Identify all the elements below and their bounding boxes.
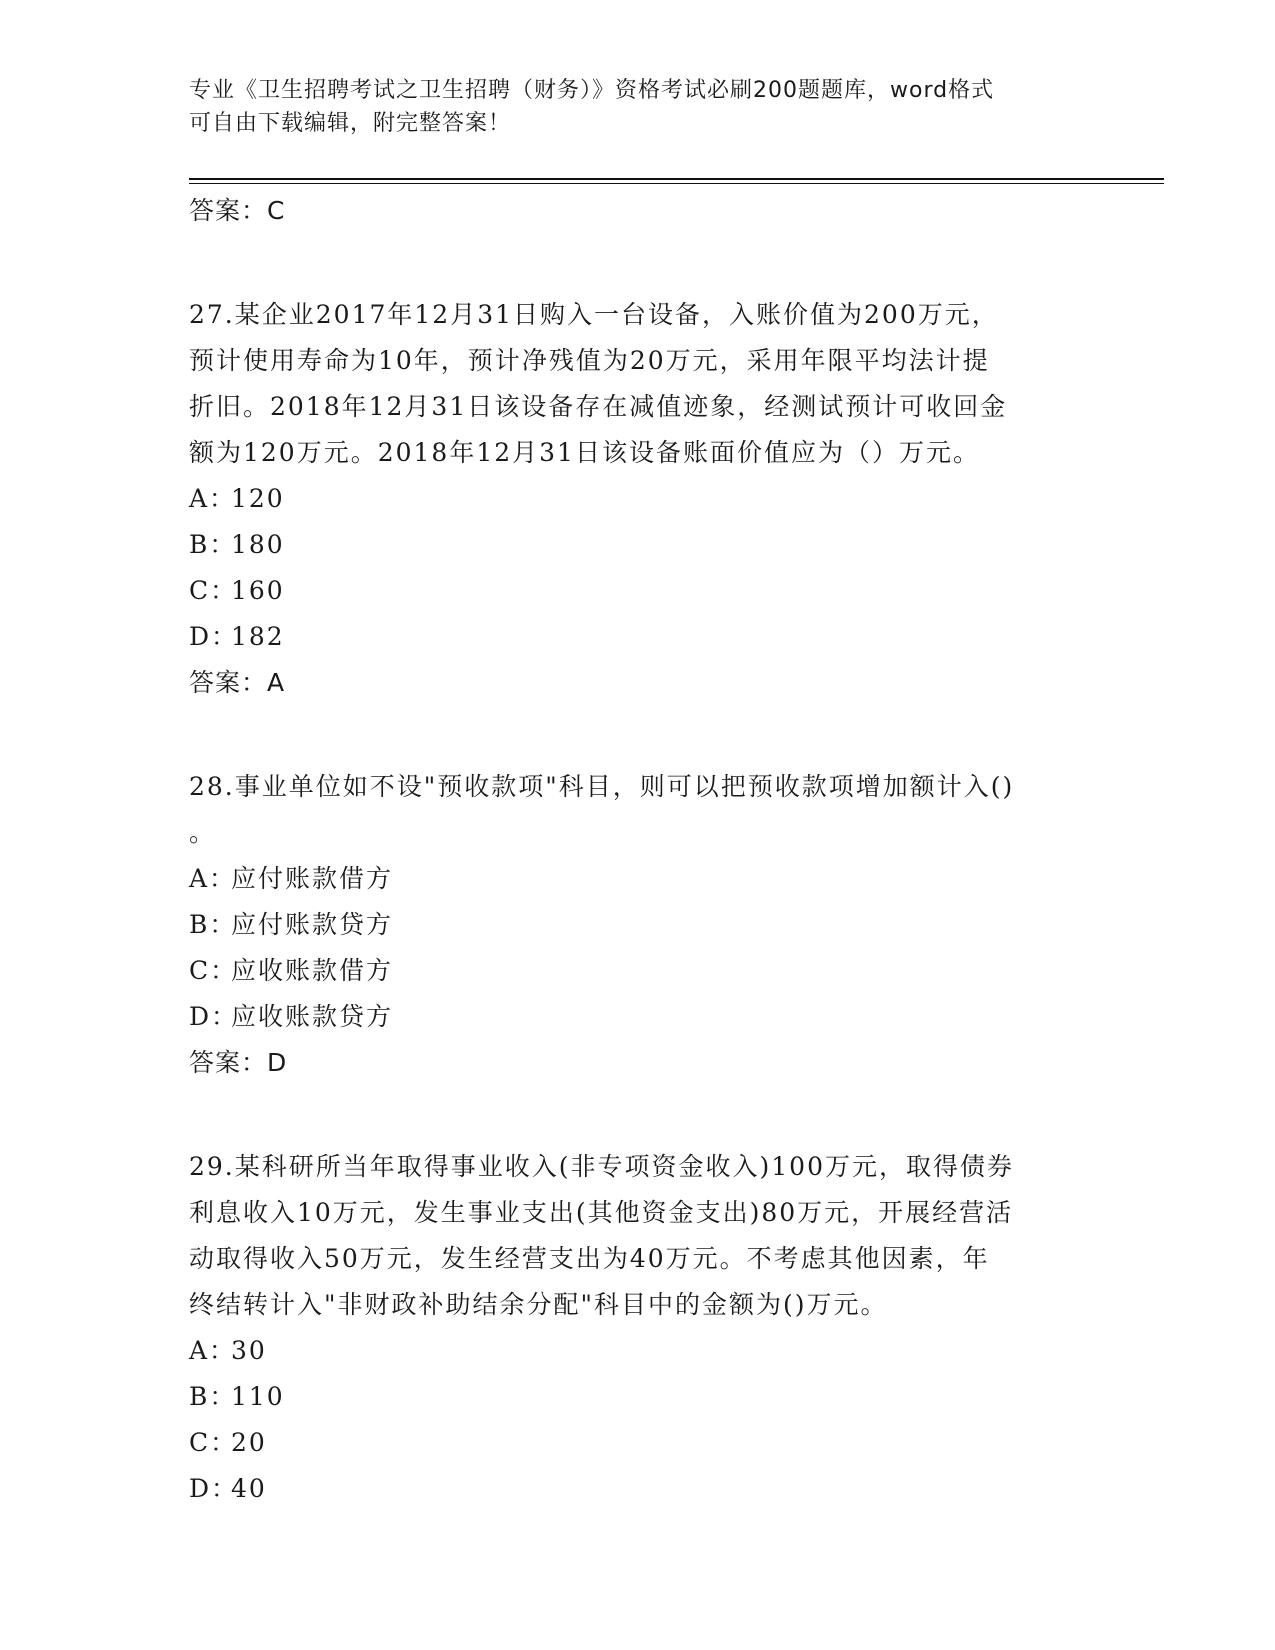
option-text: 160 — [231, 576, 285, 605]
question-text — [189, 1144, 1089, 1328]
option-a — [189, 856, 1089, 902]
option-text: 40 — [231, 1474, 267, 1503]
question-line: 终结转计入"非财政补助结余分配"科目中的金额为()万元。 — [189, 1290, 888, 1319]
option-key: A： — [189, 864, 237, 893]
option-text: 180 — [231, 530, 285, 559]
option-key: B： — [189, 1382, 237, 1411]
option-key: C： — [189, 1428, 238, 1457]
option-key: C： — [189, 576, 238, 605]
question-28 — [189, 764, 1089, 1086]
option-text: 110 — [231, 1382, 285, 1411]
option-key: D： — [189, 622, 239, 651]
question-line: 动取得收入50万元，发生经营支出为40万元。不考虑其他因素，年 — [189, 1244, 990, 1273]
option-a — [189, 476, 1089, 522]
question-text — [189, 764, 1089, 856]
option-key: B： — [189, 530, 237, 559]
header-line: 专业《卫生招聘考试之卫生招聘（财务）》资格考试必刷200题题库，word格式 — [189, 78, 995, 103]
option-text: 20 — [231, 1428, 267, 1457]
header-divider-thin — [189, 183, 1164, 184]
question-line: 28.事业单位如不设"预收款项"科目，则可以把预收款项增加额计入() — [189, 772, 1015, 801]
option-b — [189, 902, 1089, 948]
option-text: 应收账款贷方 — [231, 1002, 394, 1031]
question-line: 利息收入10万元，发生事业支出(其他资金支出)80万元，开展经营活 — [189, 1198, 1014, 1227]
question-line: 额为120万元。2018年12月31日该设备账面价值应为（）万元。 — [189, 438, 980, 467]
answer-line: 答案：D — [189, 1048, 288, 1077]
option-key: A： — [189, 484, 237, 513]
question-text — [189, 292, 1089, 476]
answer-line: 答案：C — [189, 196, 286, 225]
document-header — [189, 74, 1089, 140]
question-content — [189, 188, 1089, 1512]
option-a — [189, 1328, 1089, 1374]
question-line: 27.某企业2017年12月31日购入一台设备，入账价值为200万元， — [189, 300, 999, 329]
answer-line: 答案：A — [189, 668, 286, 697]
option-text: 应付账款贷方 — [231, 910, 394, 939]
option-text: 应付账款借方 — [231, 864, 394, 893]
question-line: 。 — [189, 818, 217, 847]
option-c — [189, 948, 1089, 994]
question-29 — [189, 1144, 1089, 1512]
option-key: D： — [189, 1002, 239, 1031]
question-line: 29.某科研所当年取得事业收入(非专项资金收入)100万元，取得债券 — [189, 1152, 1014, 1181]
header-line: 可自由下载编辑，附完整答案！ — [189, 111, 512, 136]
option-key: D： — [189, 1474, 239, 1503]
option-c — [189, 568, 1089, 614]
question-27 — [189, 292, 1089, 706]
option-b — [189, 1374, 1089, 1420]
option-key: A： — [189, 1336, 237, 1365]
question-line: 折旧。2018年12月31日该设备存在减值迹象，经测试预计可收回金 — [189, 392, 1008, 421]
option-c — [189, 1420, 1089, 1466]
option-b — [189, 522, 1089, 568]
option-text: 30 — [231, 1336, 267, 1365]
option-key: B： — [189, 910, 237, 939]
option-text: 182 — [231, 622, 285, 651]
option-d — [189, 1466, 1089, 1512]
option-key: C： — [189, 956, 238, 985]
option-d — [189, 994, 1089, 1040]
header-divider — [189, 178, 1164, 180]
option-text: 120 — [231, 484, 285, 513]
option-d — [189, 614, 1089, 660]
question-line: 预计使用寿命为10年，预计净残值为20万元，采用年限平均法计提 — [189, 346, 990, 375]
option-text: 应收账款借方 — [231, 956, 394, 985]
